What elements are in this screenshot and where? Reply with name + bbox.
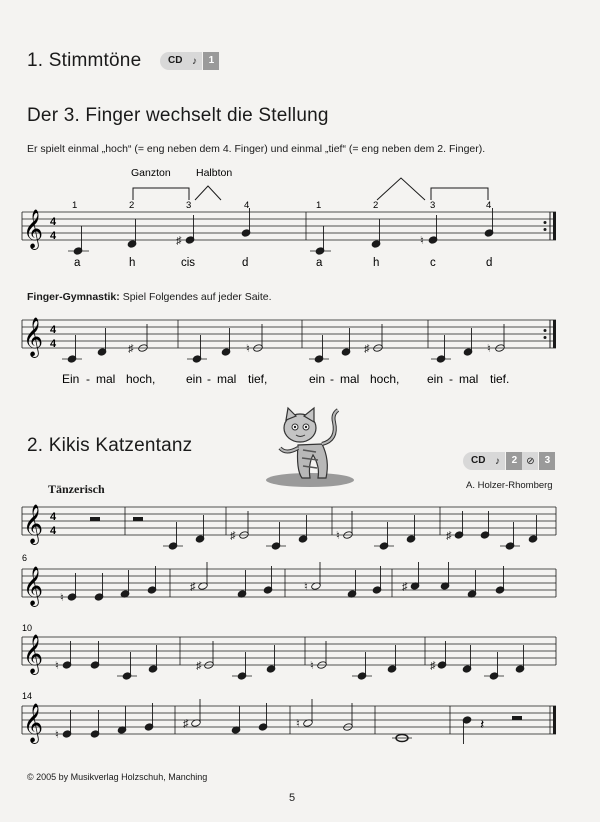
- lyric: tief.: [490, 372, 510, 386]
- note-h: [127, 219, 137, 248]
- gymnastics-text: Spiel Folgendes auf jeder Saite.: [122, 291, 272, 303]
- svg-text:♯: ♯: [128, 343, 134, 355]
- note-name: a: [74, 257, 81, 269]
- final-barline: [553, 706, 556, 734]
- subtitle-third-finger: Der 3. Finger wechselt die Stellung: [27, 105, 329, 126]
- measure-number: 14: [22, 691, 33, 701]
- copyright: © 2005 by Musikverlag Holzschuh, Manching: [27, 772, 208, 782]
- svg-text:♯: ♯: [430, 660, 436, 672]
- staff-gymnastics: [0, 310, 600, 390]
- note-c: [420, 215, 438, 247]
- lyric: hoch,: [370, 372, 400, 386]
- svg-text:♯: ♯: [176, 235, 182, 247]
- halbton-chevron-2: [377, 178, 425, 200]
- lyric: ein: [186, 372, 203, 386]
- svg-text:♯: ♯: [196, 660, 202, 672]
- lyric: ein: [309, 372, 326, 386]
- svg-text:♮: ♮: [60, 592, 64, 604]
- svg-text:♯: ♯: [230, 530, 236, 542]
- time-signature-top: 4: [50, 324, 57, 336]
- finger-number: 1: [316, 200, 322, 211]
- gymnastics-instruction: [27, 291, 272, 303]
- lyric: Ein: [62, 372, 80, 386]
- svg-text:♮: ♮: [310, 660, 314, 672]
- svg-text:♮: ♮: [246, 343, 250, 355]
- svg-text:♮: ♮: [336, 530, 340, 542]
- time-signature-bottom: 4: [50, 230, 57, 242]
- section-title-katzentanz: 2. Kikis Katzentanz: [27, 435, 193, 456]
- staff-stimmtoene: [0, 160, 600, 270]
- page-number: 5: [289, 792, 296, 804]
- composer: A. Holzer-Rhomberg: [466, 480, 553, 491]
- cd-track-number: 1: [203, 52, 219, 70]
- svg-text:♮: ♮: [296, 718, 300, 730]
- katzentanz-score-end: [0, 685, 600, 755]
- lyric: mal: [96, 372, 116, 386]
- lyric: mal: [459, 372, 479, 386]
- treble-clef-icon: 𝄞: [23, 705, 44, 742]
- lyric: ein: [427, 372, 444, 386]
- time-signature-top: 4: [50, 511, 57, 523]
- note-a: [68, 226, 89, 255]
- lyric: hoch,: [126, 372, 156, 386]
- finger-number: 2: [373, 200, 379, 211]
- interval-label-ganzton: Ganzton: [131, 167, 171, 179]
- cd-track-number: 2: [506, 452, 522, 470]
- svg-text:♮: ♮: [55, 729, 59, 741]
- note-name: h: [129, 257, 136, 269]
- time-signature-top: 4: [50, 216, 57, 228]
- svg-text:♯: ♯: [183, 718, 189, 730]
- svg-text:♮: ♮: [487, 343, 491, 355]
- svg-text:♯: ♯: [190, 581, 196, 593]
- lyric: -: [449, 372, 453, 386]
- ganzton-bracket: [133, 188, 189, 200]
- audio-icon: ♪: [489, 452, 505, 470]
- cd-label: CD: [160, 52, 186, 70]
- note-name: c: [430, 257, 436, 269]
- svg-text:♯: ♯: [402, 581, 408, 593]
- rest: [90, 517, 100, 521]
- treble-clef-icon: 𝄞: [23, 211, 44, 248]
- finger-number: 3: [186, 200, 192, 211]
- gymnastics-label: Finger-Gymnastik:: [27, 291, 120, 303]
- note-cis: [176, 215, 195, 247]
- quarter-rest-icon: 𝄽: [480, 716, 485, 732]
- note-name: h: [373, 257, 380, 269]
- violin-muted-icon: ⊘: [522, 452, 538, 470]
- note-a-2: [310, 226, 331, 255]
- treble-clef-icon: 𝄞: [23, 319, 44, 356]
- lyric: -: [330, 372, 334, 386]
- note-name: d: [486, 257, 493, 269]
- tempo-marking: Tänzerisch: [48, 482, 105, 496]
- interval-label-halbton: Halbton: [196, 167, 233, 179]
- cd-label: CD: [463, 452, 489, 470]
- finger-number: 2: [129, 200, 135, 211]
- lyric: tief,: [248, 372, 268, 386]
- section-title-stimmtoene: 1. Stimmtöne: [27, 50, 142, 71]
- note-name: a: [316, 257, 323, 269]
- svg-text:♯: ♯: [364, 343, 370, 355]
- lyric: -: [207, 372, 211, 386]
- treble-clef-icon: 𝄞: [23, 568, 44, 605]
- time-signature-bottom: 4: [50, 338, 57, 350]
- lyric: -: [86, 372, 90, 386]
- instruction-text: Er spielt einmal „hoch“ (= eng neben dem 4. Finger) und einmal „tief“ (= eng neben dem 2. Finger).: [27, 143, 486, 155]
- rest: [133, 517, 143, 521]
- measure-number: 6: [22, 553, 28, 563]
- note-name: cis: [181, 257, 196, 269]
- finger-number: 1: [72, 200, 78, 211]
- audio-icon: ♪: [186, 52, 202, 70]
- finger-number: 4: [244, 200, 250, 211]
- cd-badge-1: [160, 52, 219, 70]
- cat-illustration: [258, 400, 358, 490]
- ganzton-bracket-2: [431, 188, 488, 200]
- svg-text:♮: ♮: [55, 660, 59, 672]
- halbton-chevron: [195, 186, 221, 200]
- note-name: d: [242, 257, 249, 269]
- lyric: mal: [340, 372, 360, 386]
- note-h-2: [371, 219, 381, 248]
- time-signature-bottom: 4: [50, 525, 57, 537]
- cd-badge-2: [463, 452, 555, 470]
- svg-text:♮: ♮: [420, 235, 424, 247]
- lyric: mal: [217, 372, 237, 386]
- finger-number: 4: [486, 200, 492, 211]
- measure-number: 10: [22, 623, 33, 633]
- half-rest: [512, 716, 522, 720]
- svg-text:♯: ♯: [446, 530, 452, 542]
- svg-text:♮: ♮: [304, 581, 308, 593]
- cd-track-number: 3: [539, 452, 555, 470]
- finger-number: 3: [430, 200, 436, 211]
- treble-clef-icon: 𝄞: [23, 636, 44, 673]
- treble-clef-icon: 𝄞: [23, 506, 44, 543]
